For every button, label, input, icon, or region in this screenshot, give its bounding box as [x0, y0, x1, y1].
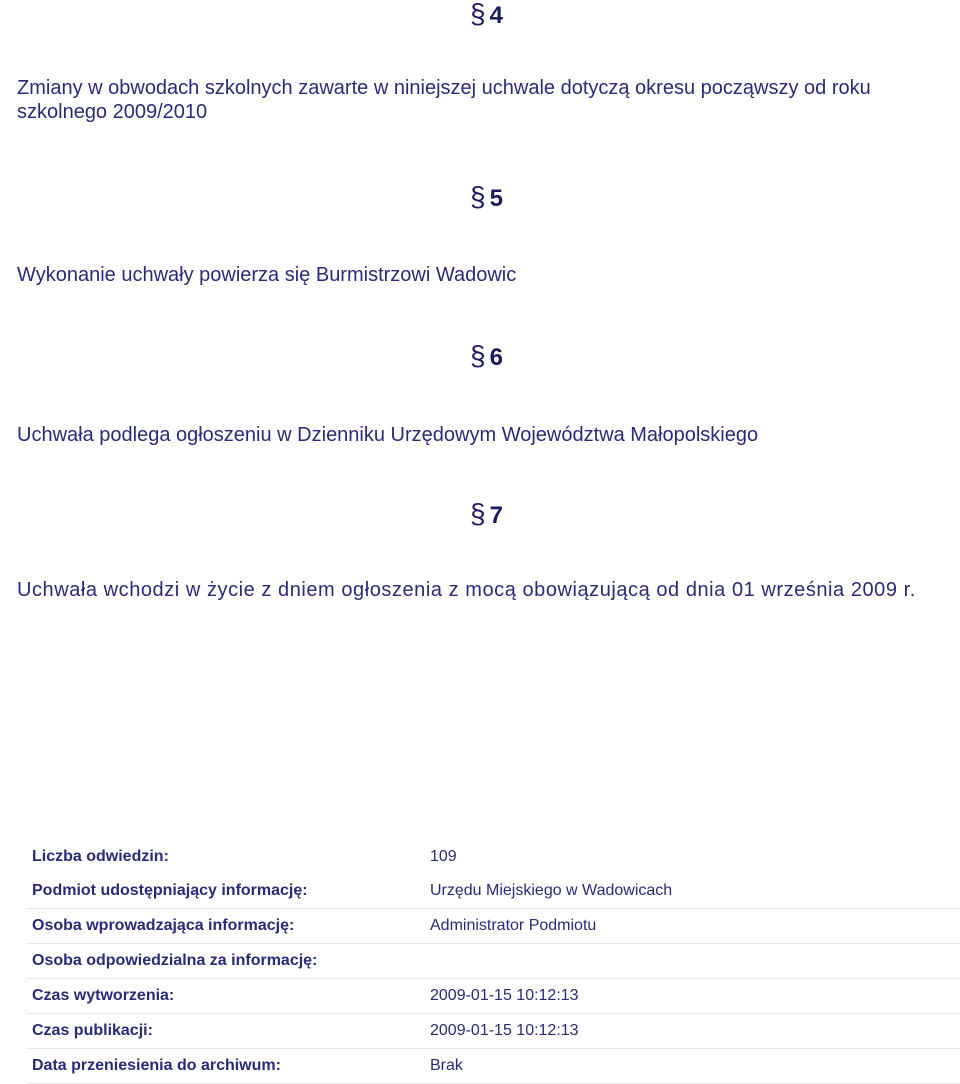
metadata-value: Administrator Podmiotu: [430, 917, 597, 934]
section-symbol: §: [470, 181, 486, 212]
metadata-label: Osoba odpowiedzialna za informację:: [32, 952, 318, 969]
metadata-label: Czas publikacji:: [32, 1022, 153, 1039]
metadata-label: Liczba odwiedzin:: [32, 848, 169, 865]
metadata-label: Osoba wprowadzająca informację:: [32, 917, 295, 934]
paragraph-text-7: Uchwała wchodzi w życie z dniem ogłoszenia z mocą obowiązującą od dnia 01 września 2009 r.: [17, 579, 916, 601]
section-symbol: §: [470, 498, 486, 529]
section-symbol: §: [470, 0, 486, 29]
paragraph-number: 4: [489, 2, 503, 29]
metadata-row-responsible: [27, 944, 960, 979]
metadata-label: Czas wytworzenia:: [32, 987, 175, 1004]
metadata-row-publisher: [27, 874, 960, 909]
metadata-row-visits: [27, 840, 960, 874]
metadata-table: [27, 840, 960, 1084]
metadata-row-entered-by: [27, 909, 960, 944]
paragraph-mark-7: [470, 498, 530, 530]
paragraph-mark-6: [470, 340, 530, 372]
metadata-value: 109: [430, 848, 457, 865]
paragraph-mark-4: [470, 0, 530, 30]
paragraph-mark-5: [470, 181, 530, 213]
paragraph-number: 7: [489, 502, 503, 529]
paragraph-number: 6: [489, 344, 503, 371]
metadata-label: Podmiot udostępniający informację:: [32, 882, 308, 899]
metadata-value: Urzędu Miejskiego w Wadowicach: [430, 882, 673, 899]
paragraph-text-4: Zmiany w obwodach szkolnych zawarte w niniejszej uchwale dotyczą okresu począwszy od roku szkolnego 2009/2010: [17, 77, 871, 123]
paragraph-text-5: Wykonanie uchwały powierza się Burmistrzowi Wadowic: [17, 264, 517, 286]
metadata-row-archived: [27, 1049, 960, 1084]
metadata-value: 2009-01-15 10:12:13: [430, 987, 579, 1004]
paragraph-text-6: Uchwała podlega ogłoszeniu w Dzienniku Urzędowym Województwa Małopolskiego: [17, 424, 759, 446]
section-symbol: §: [470, 340, 486, 371]
metadata-value: 2009-01-15 10:12:13: [430, 1022, 579, 1039]
metadata-value: Brak: [430, 1057, 463, 1074]
metadata-row-created: [27, 979, 960, 1014]
metadata-label: Data przeniesienia do archiwum:: [32, 1057, 281, 1074]
paragraph-number: 5: [489, 185, 503, 212]
metadata-row-published: [27, 1014, 960, 1049]
